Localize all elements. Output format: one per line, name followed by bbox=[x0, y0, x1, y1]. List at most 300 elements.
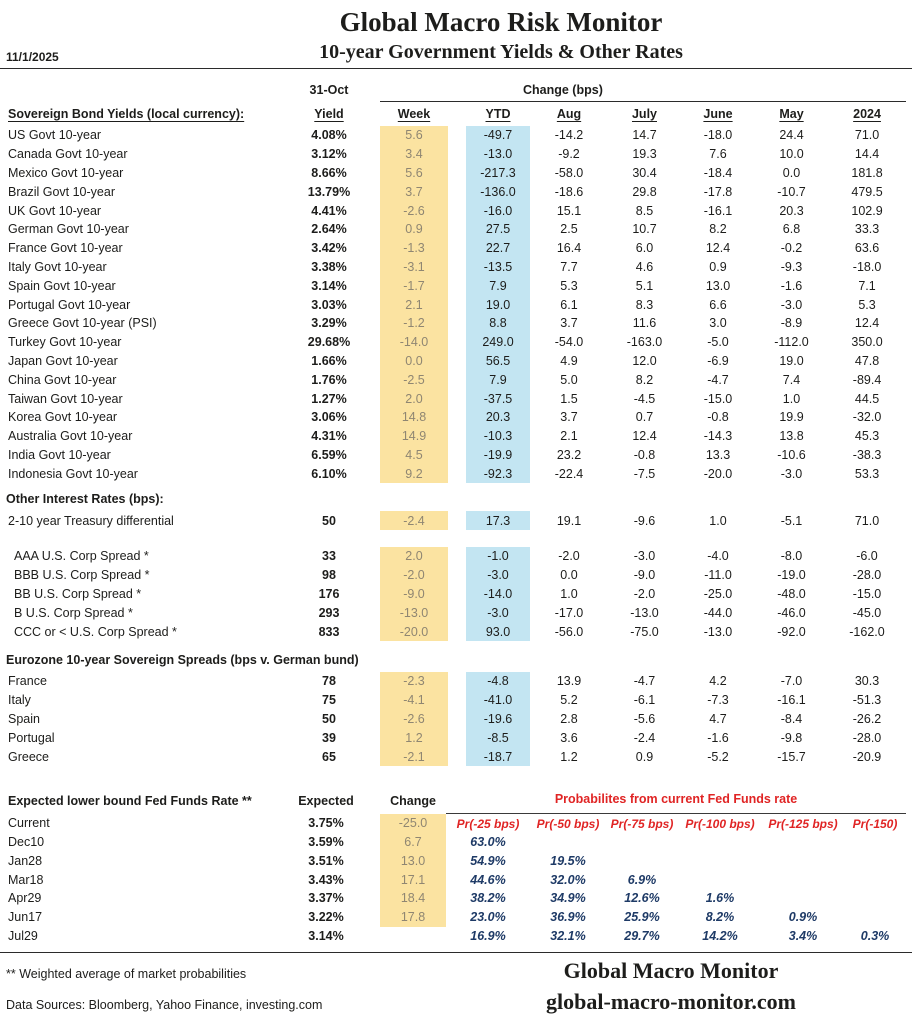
ytd-change: 7.9 bbox=[466, 276, 530, 295]
table-row bbox=[6, 511, 906, 530]
y2024-change: 181.8 bbox=[851, 165, 883, 180]
june-change: 4.2 bbox=[709, 674, 727, 689]
june-change: -17.8 bbox=[703, 184, 733, 199]
aug-change: 6.1 bbox=[560, 297, 578, 312]
spacer-row bbox=[6, 530, 906, 547]
june-change: 0.9 bbox=[709, 259, 727, 274]
probability-150 bbox=[844, 870, 906, 889]
may-change: -16.1 bbox=[777, 693, 806, 708]
spread-value: 39 bbox=[322, 730, 336, 745]
yield-value: 1.66% bbox=[311, 353, 347, 368]
y2024-change: 33.3 bbox=[854, 222, 880, 237]
week-change: -2.5 bbox=[380, 370, 448, 389]
aug-change: 3.7 bbox=[560, 316, 578, 331]
y2024-change: -18.0 bbox=[852, 259, 882, 274]
expected-value: 3.75% bbox=[308, 816, 344, 831]
y2024-change: -6.0 bbox=[856, 549, 878, 564]
spacer bbox=[448, 622, 466, 641]
yield-value: 3.29% bbox=[311, 316, 347, 331]
probability-25: 63.0% bbox=[470, 835, 506, 850]
col-header-aug: Aug bbox=[556, 106, 582, 121]
probability-100 bbox=[678, 852, 762, 871]
probability-75: 12.6% bbox=[624, 891, 660, 906]
y2024-change: -28.0 bbox=[852, 568, 882, 583]
spread-value: 78 bbox=[322, 674, 336, 689]
ytd-change: -136.0 bbox=[466, 182, 530, 201]
table-header-row bbox=[6, 101, 906, 126]
spacer bbox=[358, 889, 380, 908]
col-header-expected: Expected bbox=[298, 793, 354, 808]
june-change: -14.3 bbox=[703, 429, 733, 444]
spacer bbox=[360, 566, 380, 585]
may-change: -3.0 bbox=[780, 466, 803, 481]
week-change: 2.1 bbox=[380, 295, 448, 314]
week-change: -2.6 bbox=[380, 201, 448, 220]
spacer bbox=[360, 220, 380, 239]
table-row bbox=[6, 622, 906, 641]
col-header-week: Week bbox=[397, 106, 431, 121]
probability-75 bbox=[606, 852, 678, 871]
may-change: -112.0 bbox=[774, 335, 809, 350]
spacer bbox=[360, 547, 380, 566]
table-row bbox=[6, 728, 906, 747]
june-change: -44.0 bbox=[703, 605, 733, 620]
june-change: -5.2 bbox=[707, 749, 729, 764]
july-change: -4.5 bbox=[633, 391, 656, 406]
aug-change: -56.0 bbox=[554, 624, 584, 639]
spacer bbox=[360, 101, 380, 126]
y2024-change: 7.1 bbox=[858, 278, 876, 293]
y2024-change: 53.3 bbox=[854, 466, 880, 481]
week-change: 2.0 bbox=[380, 389, 448, 408]
spacer bbox=[448, 747, 466, 766]
aug-change: 2.8 bbox=[560, 711, 578, 726]
table-row bbox=[6, 927, 906, 946]
spacer bbox=[448, 164, 466, 183]
july-change: -0.8 bbox=[633, 447, 656, 462]
col-header-may: May bbox=[779, 106, 804, 121]
probability-150 bbox=[844, 889, 906, 908]
spacer bbox=[360, 585, 380, 604]
july-change: 5.1 bbox=[635, 278, 654, 293]
table-row bbox=[6, 852, 906, 871]
july-change: -9.0 bbox=[633, 568, 656, 583]
may-change: -9.3 bbox=[780, 259, 803, 274]
spacer bbox=[360, 464, 380, 483]
week-change: 3.7 bbox=[380, 182, 448, 201]
spacer bbox=[358, 814, 380, 833]
spacer bbox=[360, 352, 380, 371]
probability-75 bbox=[606, 833, 678, 852]
july-change: -2.4 bbox=[633, 730, 656, 745]
week-change: 4.5 bbox=[380, 446, 448, 465]
row-label: France Govt 10-year bbox=[8, 241, 123, 256]
table-row bbox=[6, 710, 906, 729]
probability-75: 25.9% bbox=[624, 910, 660, 925]
fed-funds-table bbox=[6, 788, 906, 946]
spacer bbox=[448, 333, 466, 352]
july-change: -13.0 bbox=[630, 605, 659, 620]
week-change: -2.0 bbox=[380, 566, 448, 585]
june-change: -4.7 bbox=[707, 372, 729, 387]
july-change: -4.7 bbox=[633, 674, 656, 689]
may-change: -8.4 bbox=[780, 711, 803, 726]
july-change: 6.0 bbox=[635, 241, 654, 256]
y2024-change: 71.0 bbox=[854, 513, 880, 528]
spacer bbox=[448, 511, 466, 530]
table-row bbox=[6, 164, 906, 183]
week-change: -2.1 bbox=[380, 747, 448, 766]
yield-value: 6.10% bbox=[311, 466, 347, 481]
y2024-change: -45.0 bbox=[852, 605, 882, 620]
row-label: German Govt 10-year bbox=[8, 222, 129, 237]
aug-change: -54.0 bbox=[554, 335, 584, 350]
aug-change: 3.6 bbox=[560, 730, 578, 745]
table-row bbox=[6, 239, 906, 258]
may-change: -1.6 bbox=[780, 278, 803, 293]
yield-value: 1.27% bbox=[311, 391, 347, 406]
july-change: 30.4 bbox=[632, 165, 657, 180]
aug-change: -9.2 bbox=[558, 147, 580, 162]
july-change: 8.2 bbox=[635, 372, 654, 387]
expected-value: 3.43% bbox=[308, 872, 344, 887]
aug-change: 5.3 bbox=[560, 278, 578, 293]
yield-value: 3.14% bbox=[311, 278, 347, 293]
aug-change: 2.5 bbox=[560, 222, 578, 237]
july-change: 12.0 bbox=[632, 353, 657, 368]
aug-change: 1.5 bbox=[560, 391, 578, 406]
y2024-change: -28.0 bbox=[852, 730, 882, 745]
probability-25: 44.6% bbox=[470, 872, 506, 887]
change-value: 17.1 bbox=[380, 870, 446, 889]
yield-value: 3.06% bbox=[311, 410, 347, 425]
may-change: 20.3 bbox=[779, 203, 804, 218]
july-change: 29.8 bbox=[632, 184, 657, 199]
spacer bbox=[360, 276, 380, 295]
table-row bbox=[6, 585, 906, 604]
row-label: India Govt 10-year bbox=[8, 447, 111, 462]
rate-value: 50 bbox=[322, 513, 336, 528]
yield-value: 3.03% bbox=[311, 297, 347, 312]
probability-50: 34.9% bbox=[550, 891, 586, 906]
spacer bbox=[448, 352, 466, 371]
probability-150 bbox=[844, 852, 906, 871]
spacer bbox=[360, 389, 380, 408]
y2024-change: -20.9 bbox=[852, 749, 882, 764]
may-change: 13.8 bbox=[779, 429, 804, 444]
row-label: Current bbox=[8, 816, 50, 831]
week-change: -1.3 bbox=[380, 239, 448, 258]
aug-change: 15.1 bbox=[556, 203, 582, 218]
row-label: Spain bbox=[8, 711, 40, 726]
week-change: -13.0 bbox=[380, 603, 448, 622]
june-change: 12.4 bbox=[705, 241, 731, 256]
page-subtitle: 10-year Government Yields & Other Rates bbox=[319, 41, 683, 63]
row-label: UK Govt 10-year bbox=[8, 203, 102, 218]
table-row bbox=[6, 333, 906, 352]
ytd-change: -4.8 bbox=[466, 672, 530, 691]
ytd-change: -13.5 bbox=[466, 258, 530, 277]
june-change: -6.9 bbox=[707, 353, 729, 368]
probability-50: 32.1% bbox=[550, 929, 586, 944]
july-change: 8.3 bbox=[635, 297, 654, 312]
table-row bbox=[6, 258, 906, 277]
ytd-change: 8.8 bbox=[466, 314, 530, 333]
spacer bbox=[448, 710, 466, 729]
y2024-change: 44.5 bbox=[854, 391, 880, 406]
spacer bbox=[448, 603, 466, 622]
table-row bbox=[6, 352, 906, 371]
may-change: 19.9 bbox=[779, 410, 804, 425]
table-row bbox=[6, 889, 906, 908]
spacer bbox=[448, 295, 466, 314]
june-change: 1.0 bbox=[709, 513, 727, 528]
y2024-change: 350.0 bbox=[851, 335, 883, 350]
aug-change: 5.2 bbox=[560, 693, 578, 708]
may-change: 24.4 bbox=[779, 128, 804, 143]
spacer bbox=[448, 276, 466, 295]
probability-25: 38.2% bbox=[470, 891, 506, 906]
table-row bbox=[6, 547, 906, 566]
table-row bbox=[6, 201, 906, 220]
table-row bbox=[6, 747, 906, 766]
spacer bbox=[360, 333, 380, 352]
fed-current-row bbox=[6, 814, 906, 833]
aug-change: 1.0 bbox=[560, 586, 578, 601]
table-row bbox=[6, 314, 906, 333]
week-change: -2.3 bbox=[380, 672, 448, 691]
probability-125: 0.9% bbox=[788, 910, 818, 925]
col-header-pr-125: Pr(-125 bps) bbox=[768, 816, 838, 831]
ytd-change: -19.9 bbox=[466, 446, 530, 465]
ytd-change: 249.0 bbox=[466, 333, 530, 352]
spacer bbox=[360, 201, 380, 220]
row-label: Apr29 bbox=[8, 891, 42, 906]
brand-name: Global Macro Monitor bbox=[563, 958, 779, 984]
june-change: -4.0 bbox=[707, 549, 729, 564]
may-change: -3.0 bbox=[780, 297, 803, 312]
aug-change: 13.9 bbox=[556, 674, 582, 689]
rate-value: 293 bbox=[318, 605, 340, 620]
yield-value: 3.38% bbox=[311, 259, 347, 274]
june-change: 8.2 bbox=[709, 222, 727, 237]
fed-section-header: Expected lower bound Fed Funds Rate ** bbox=[8, 793, 252, 808]
may-change: 0.0 bbox=[782, 165, 801, 180]
yield-value: 8.66% bbox=[311, 165, 347, 180]
june-change: -25.0 bbox=[703, 586, 733, 601]
ytd-change: -18.7 bbox=[466, 747, 530, 766]
probability-150 bbox=[844, 833, 906, 852]
spacer bbox=[360, 408, 380, 427]
may-change: 10.0 bbox=[779, 147, 804, 162]
spacer bbox=[448, 585, 466, 604]
week-change: 0.9 bbox=[380, 220, 448, 239]
probability-100: 1.6% bbox=[705, 891, 735, 906]
col-header-31-oct: 31-Oct bbox=[309, 83, 349, 97]
col-header-ytd: YTD bbox=[485, 106, 511, 121]
table-row bbox=[6, 691, 906, 710]
yield-value: 4.08% bbox=[311, 128, 347, 143]
col-header-yield: Yield bbox=[314, 106, 344, 121]
probability-50: 36.9% bbox=[550, 910, 586, 925]
may-change: -48.0 bbox=[777, 586, 806, 601]
week-change: 0.0 bbox=[380, 352, 448, 371]
ytd-change: 17.3 bbox=[466, 511, 530, 530]
row-label: US Govt 10-year bbox=[8, 128, 102, 143]
col-header-pr-25: Pr(-25 bps) bbox=[456, 816, 520, 831]
col-header-pr-100: Pr(-100 bps) bbox=[685, 816, 755, 831]
spacer bbox=[358, 927, 380, 946]
row-label: China Govt 10-year bbox=[8, 372, 117, 387]
ytd-change: -16.0 bbox=[466, 201, 530, 220]
july-change: -7.5 bbox=[633, 466, 656, 481]
spacer bbox=[448, 672, 466, 691]
may-change: -10.7 bbox=[777, 184, 806, 199]
other-rates-table bbox=[6, 511, 906, 641]
spacer bbox=[6, 77, 298, 101]
week-change: -9.0 bbox=[380, 585, 448, 604]
july-change: -6.1 bbox=[633, 693, 656, 708]
spacer bbox=[358, 788, 380, 814]
ytd-change: -10.3 bbox=[466, 427, 530, 446]
y2024-change: 14.4 bbox=[854, 147, 880, 162]
row-label: Dec10 bbox=[8, 835, 45, 850]
col-header-2024: 2024 bbox=[853, 106, 881, 121]
spread-value: 75 bbox=[322, 693, 336, 708]
july-change: -163.0 bbox=[626, 335, 663, 350]
spacer bbox=[448, 220, 466, 239]
ytd-change: 93.0 bbox=[466, 622, 530, 641]
probability-125 bbox=[762, 833, 844, 852]
aug-change: 5.0 bbox=[560, 372, 578, 387]
table-row bbox=[6, 603, 906, 622]
row-label: France bbox=[8, 674, 47, 689]
week-change: -3.1 bbox=[380, 258, 448, 277]
july-change: 14.7 bbox=[632, 128, 657, 143]
y2024-change: 45.3 bbox=[854, 429, 880, 444]
spacer bbox=[360, 258, 380, 277]
ytd-change: -14.0 bbox=[466, 585, 530, 604]
row-label: Jan28 bbox=[8, 853, 43, 868]
june-change: -11.0 bbox=[704, 568, 732, 583]
aug-change: 3.7 bbox=[560, 410, 578, 425]
aug-change: -17.0 bbox=[554, 605, 584, 620]
expected-value: 3.37% bbox=[308, 891, 344, 906]
week-change: -2.4 bbox=[380, 511, 448, 530]
aug-change: -58.0 bbox=[554, 165, 584, 180]
july-change: -3.0 bbox=[633, 549, 656, 564]
spacer bbox=[360, 370, 380, 389]
report-footer bbox=[0, 953, 912, 1023]
row-label: Indonesia Govt 10-year bbox=[8, 466, 138, 481]
week-change: 14.9 bbox=[380, 427, 448, 446]
may-change: -5.1 bbox=[780, 513, 803, 528]
yield-value: 6.59% bbox=[311, 447, 347, 462]
y2024-change: 12.4 bbox=[854, 316, 880, 331]
row-label: Mexico Govt 10-year bbox=[8, 165, 124, 180]
row-label: Jul29 bbox=[8, 929, 38, 944]
ytd-change: 27.5 bbox=[466, 220, 530, 239]
yield-value: 13.79% bbox=[307, 184, 351, 199]
spacer bbox=[360, 164, 380, 183]
header-divider bbox=[0, 68, 912, 69]
probability-50: 32.0% bbox=[550, 872, 586, 887]
spacer bbox=[360, 314, 380, 333]
ytd-change: 20.3 bbox=[466, 408, 530, 427]
rate-value: 176 bbox=[318, 586, 340, 601]
probability-125 bbox=[762, 852, 844, 871]
y2024-change: -26.2 bbox=[852, 711, 882, 726]
probability-150: 0.3% bbox=[860, 929, 890, 944]
report-date: 11/1/2025 bbox=[6, 50, 59, 64]
spacer bbox=[358, 852, 380, 871]
yield-value: 29.68% bbox=[307, 335, 351, 350]
y2024-change: -51.3 bbox=[852, 693, 882, 708]
row-label: Italy bbox=[8, 693, 31, 708]
ytd-change: -19.6 bbox=[466, 710, 530, 729]
change-value: 13.0 bbox=[380, 852, 446, 871]
spacer bbox=[360, 446, 380, 465]
spacer bbox=[360, 511, 380, 530]
table-preheader-row bbox=[6, 77, 906, 101]
row-label: Italy Govt 10-year bbox=[8, 259, 107, 274]
col-header-june: June bbox=[703, 106, 733, 121]
table-row bbox=[6, 126, 906, 145]
probability-50: 19.5% bbox=[550, 853, 586, 868]
table-row bbox=[6, 833, 906, 852]
spacer bbox=[360, 182, 380, 201]
row-label: Spain Govt 10-year bbox=[8, 278, 116, 293]
y2024-change: -89.4 bbox=[852, 372, 882, 387]
week-change: -20.0 bbox=[380, 622, 448, 641]
y2024-change: 63.6 bbox=[854, 241, 880, 256]
yield-value: 3.42% bbox=[311, 241, 347, 256]
row-label: Australia Govt 10-year bbox=[8, 429, 133, 444]
may-change: -7.0 bbox=[780, 674, 803, 689]
spacer bbox=[360, 295, 380, 314]
row-label: Japan Govt 10-year bbox=[8, 353, 118, 368]
yield-value: 3.12% bbox=[311, 147, 347, 162]
may-change: 19.0 bbox=[779, 353, 804, 368]
table-row bbox=[6, 370, 906, 389]
probability-100 bbox=[678, 870, 762, 889]
change-value: 6.7 bbox=[380, 833, 446, 852]
row-label: Korea Govt 10-year bbox=[8, 410, 118, 425]
col-header-pr-150: Pr(-150) bbox=[852, 816, 898, 831]
y2024-change: -162.0 bbox=[849, 624, 885, 639]
probability-150 bbox=[844, 908, 906, 927]
expected-value: 3.14% bbox=[308, 929, 344, 944]
row-label: Taiwan Govt 10-year bbox=[8, 391, 123, 406]
ytd-change: -49.7 bbox=[466, 126, 530, 145]
y2024-change: -32.0 bbox=[852, 410, 882, 425]
june-change: 3.0 bbox=[709, 316, 727, 331]
spacer bbox=[360, 77, 380, 101]
may-change: -19.0 bbox=[777, 568, 806, 583]
y2024-change: 102.9 bbox=[851, 203, 883, 218]
probability-50 bbox=[530, 833, 606, 852]
y2024-change: 30.3 bbox=[854, 674, 880, 689]
july-change: -75.0 bbox=[630, 624, 659, 639]
row-label: 2-10 year Treasury differential bbox=[8, 513, 174, 528]
spacer bbox=[360, 126, 380, 145]
spacer bbox=[448, 101, 466, 126]
expected-value: 3.22% bbox=[308, 910, 344, 925]
table-row bbox=[6, 870, 906, 889]
aug-change: 0.0 bbox=[560, 568, 578, 583]
row-label: Turkey Govt 10-year bbox=[8, 335, 122, 350]
july-change: 10.7 bbox=[632, 222, 657, 237]
